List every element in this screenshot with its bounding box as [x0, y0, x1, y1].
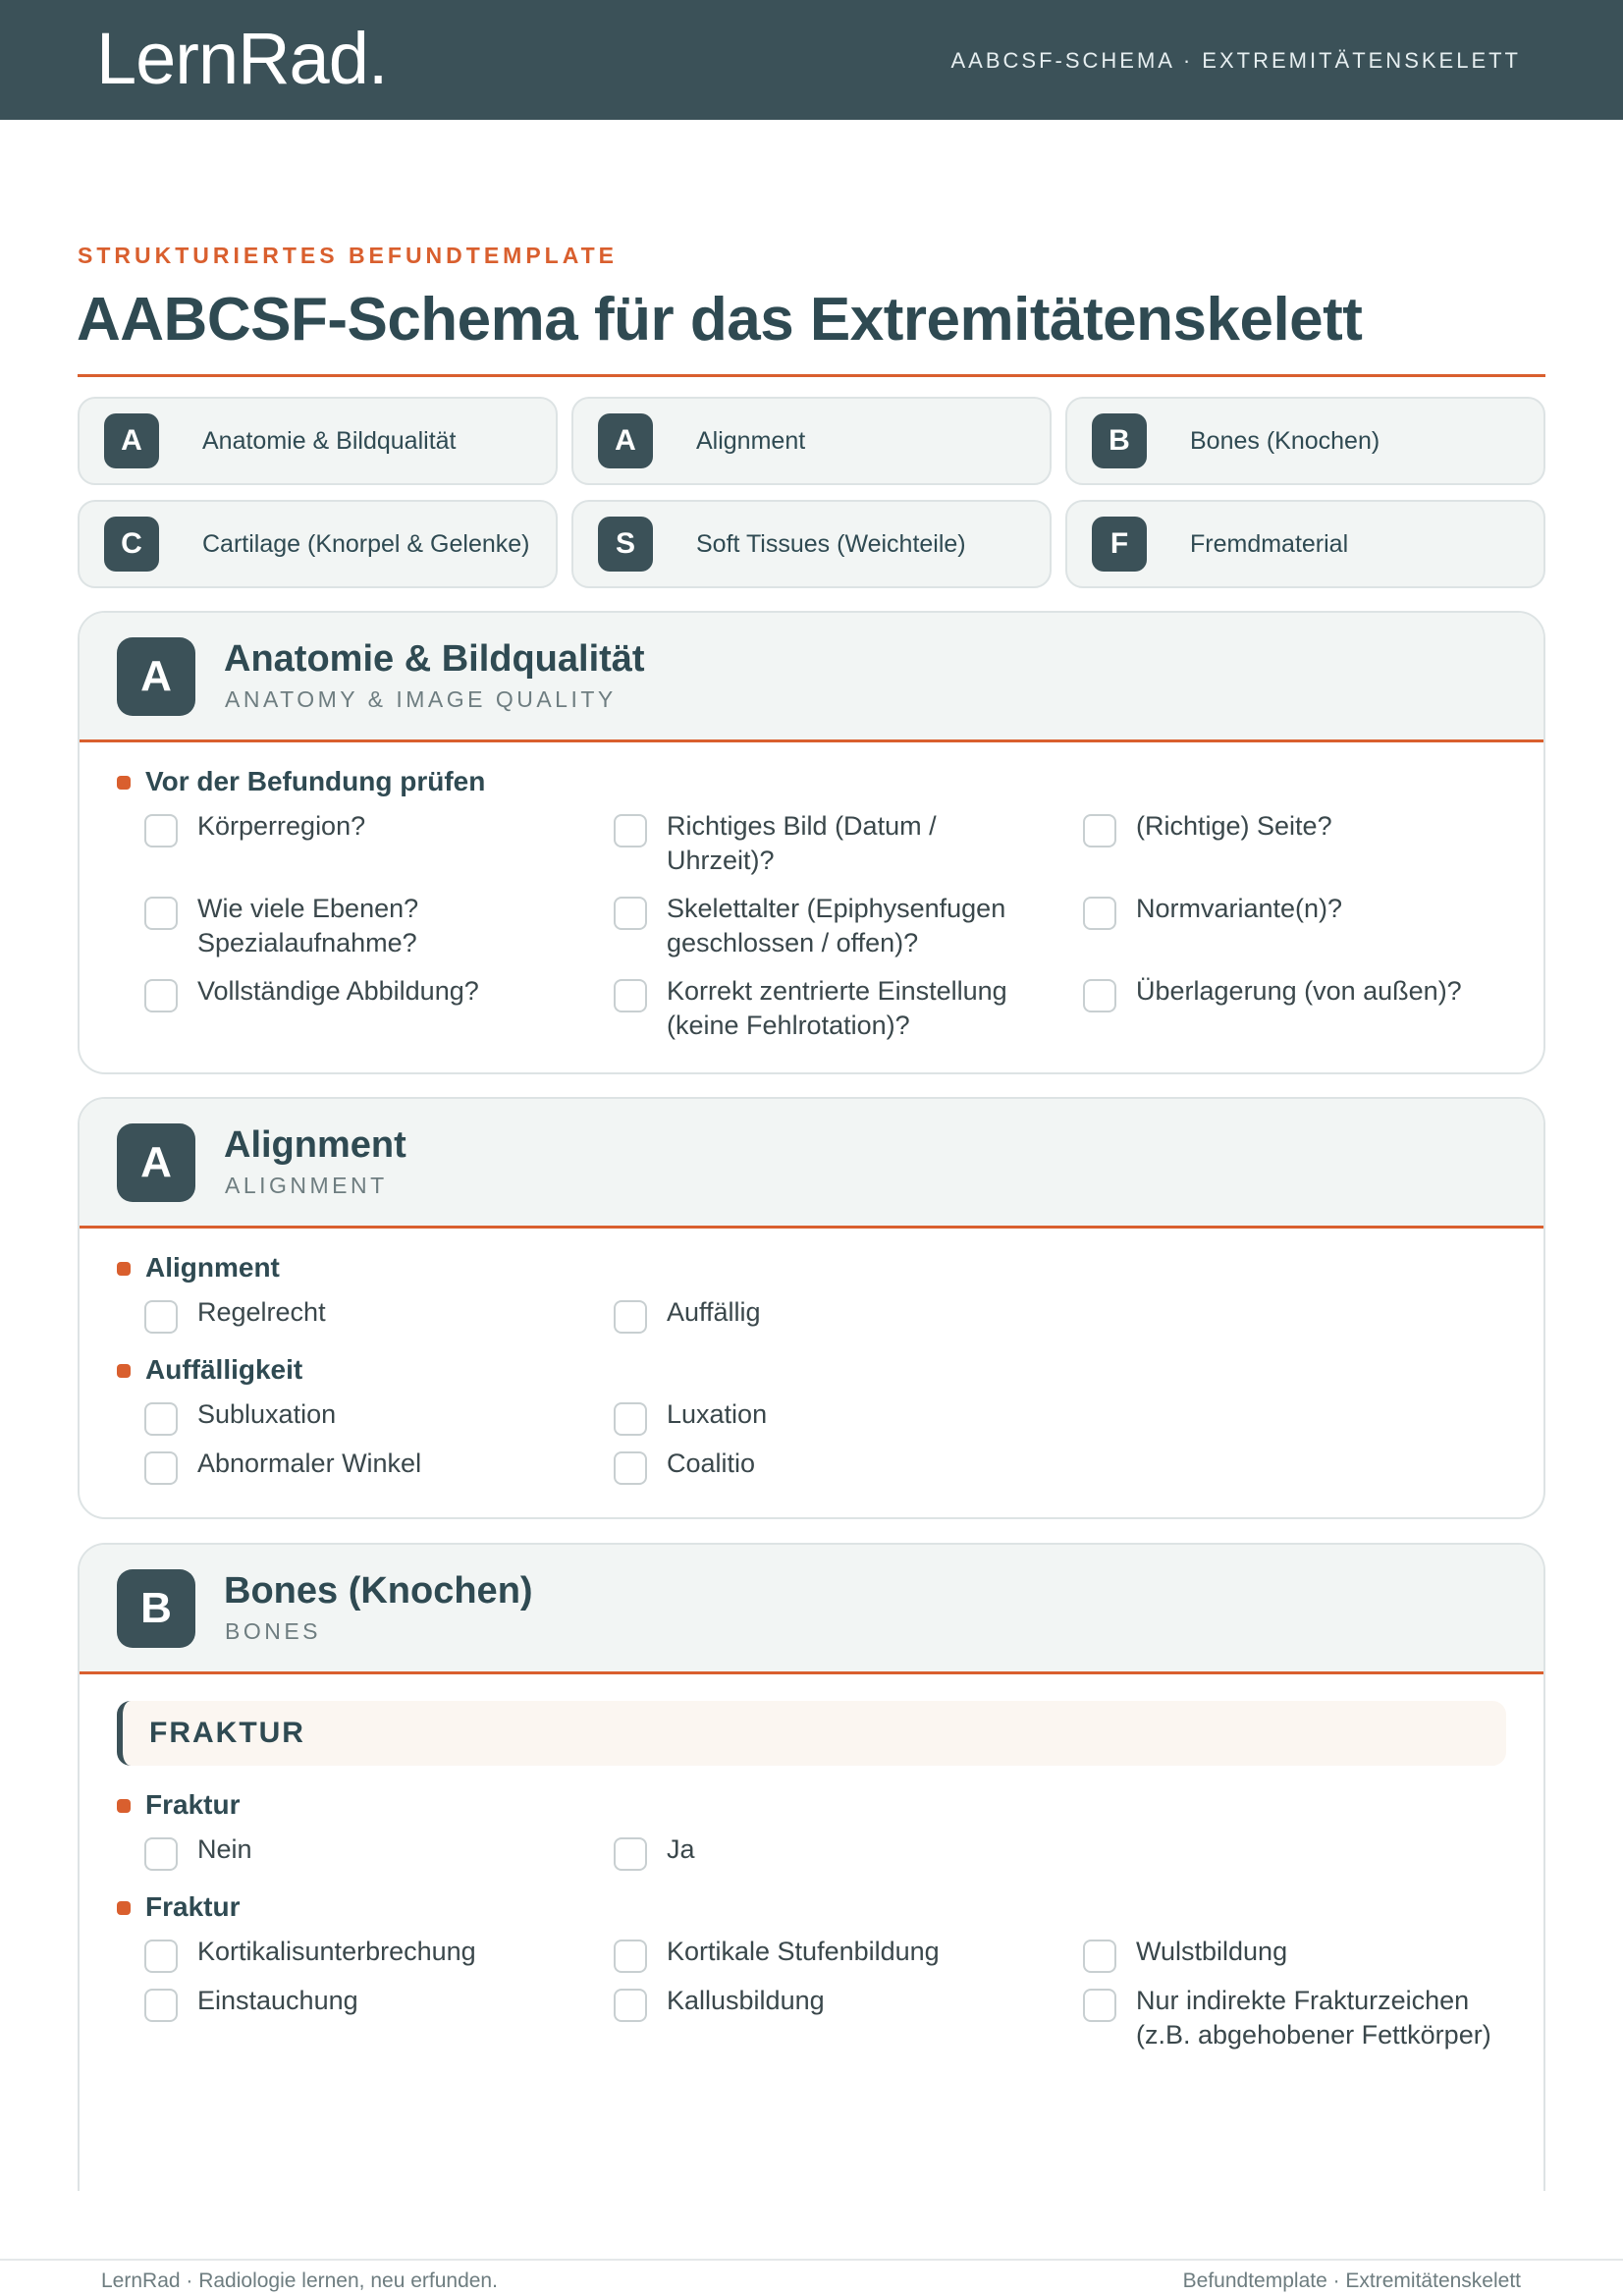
checkbox-option[interactable]: [614, 974, 1083, 1057]
section-card-bones: [78, 1543, 1545, 2191]
checkbox-label: Kallusbildung: [667, 1986, 825, 2015]
chip-badge: F: [1092, 517, 1147, 572]
page-title: AABCSF-Schema für das Extremitätenskelett: [77, 286, 1363, 354]
checkbox[interactable]: [144, 897, 178, 930]
checkbox-label: Auffällig: [667, 1297, 761, 1327]
section-navigation: [78, 397, 1545, 588]
checkbox-label: Nur indirekte Frakturzeichen (z.B. abgehobener Fettkörper): [1136, 1986, 1491, 2050]
checkbox-group: [144, 1935, 1543, 2062]
nav-chip-soft-tissues[interactable]: [571, 500, 1052, 588]
checkbox[interactable]: [614, 1837, 647, 1871]
section-badge: B: [117, 1569, 195, 1648]
group-label: Alignment: [145, 1250, 1543, 1285]
footer-tagline: LernRad · Radiologie lernen, neu erfunden.: [101, 2269, 498, 2292]
checkbox-option[interactable]: [1083, 892, 1545, 974]
checkbox[interactable]: [144, 814, 178, 847]
checkbox[interactable]: [1083, 897, 1116, 930]
section-title: Bones (Knochen): [224, 1570, 533, 1612]
checkbox[interactable]: [144, 1940, 178, 1973]
section-body: [80, 742, 1543, 1057]
section-badge: A: [117, 637, 195, 716]
checkbox[interactable]: [144, 1837, 178, 1871]
chip-label: Alignment: [696, 426, 806, 455]
section-card-anatomie: [78, 611, 1545, 1074]
checkbox-label: Vollständige Abbildung?: [197, 976, 479, 1006]
group-label: Vor der Befundung prüfen: [145, 764, 1543, 799]
checkbox-option[interactable]: [1083, 809, 1545, 892]
checkbox[interactable]: [144, 1300, 178, 1334]
checkbox-label: Subluxation: [197, 1399, 337, 1429]
top-bar: [0, 0, 1623, 120]
checkbox-option[interactable]: [614, 1832, 1083, 1882]
chip-label: Cartilage (Knorpel & Gelenke): [202, 529, 530, 558]
checkbox-label: (Richtige) Seite?: [1136, 811, 1332, 841]
checkbox-label: Wie viele Ebenen? Spezialaufnahme?: [197, 894, 419, 957]
checkbox[interactable]: [144, 979, 178, 1012]
eyebrow-label: STRUKTURIERTES BEFUNDTEMPLATE: [78, 243, 619, 268]
checkbox-option[interactable]: [144, 974, 614, 1057]
checkbox-label: Richtiges Bild (Datum / Uhrzeit)?: [667, 811, 937, 875]
section-title: Anatomie & Bildqualität: [224, 638, 645, 680]
checkbox-group: [144, 809, 1543, 1057]
section-header: [80, 1545, 1543, 1674]
checkbox[interactable]: [144, 1989, 178, 2022]
subsection-heading-text: FRAKTUR: [149, 1717, 305, 1749]
nav-chip-alignment[interactable]: [571, 397, 1052, 485]
section-subtitle: BONES: [225, 1618, 322, 1644]
checkbox[interactable]: [614, 897, 647, 930]
checkbox-group: [144, 1295, 1543, 1344]
chip-badge: B: [1092, 413, 1147, 468]
section-badge: A: [117, 1123, 195, 1202]
checkbox-label: Luxation: [667, 1399, 768, 1429]
checkbox-option[interactable]: [144, 1295, 614, 1344]
checkbox[interactable]: [144, 1451, 178, 1485]
checkbox-option[interactable]: [144, 1447, 614, 1496]
nav-chip-bones[interactable]: [1065, 397, 1545, 485]
section-subtitle: ALIGNMENT: [225, 1173, 388, 1198]
header-document-label: AABCSF-SCHEMA · EXTREMITÄTENSKELETT: [950, 48, 1521, 73]
checkbox-option[interactable]: [1083, 974, 1545, 1057]
checkbox-option[interactable]: [1083, 1984, 1545, 2062]
checkbox-option[interactable]: [614, 1935, 1083, 1984]
chip-badge: C: [104, 517, 159, 572]
checkbox[interactable]: [1083, 1989, 1116, 2022]
checkbox-option[interactable]: [614, 1447, 1083, 1496]
logo: LernRad.: [96, 18, 388, 99]
checkbox[interactable]: [614, 979, 647, 1012]
nav-chip-anatomie[interactable]: [78, 397, 558, 485]
section-body: [80, 1229, 1543, 1496]
checkbox-option[interactable]: [614, 1295, 1083, 1344]
chip-label: Bones (Knochen): [1190, 426, 1380, 455]
section-subtitle: ANATOMY & IMAGE QUALITY: [225, 686, 617, 712]
checkbox-option[interactable]: [614, 1397, 1083, 1447]
checkbox-option[interactable]: [614, 1984, 1083, 2062]
checkbox-group: [144, 1397, 1543, 1496]
checkbox-label: Regelrecht: [197, 1297, 326, 1327]
checkbox[interactable]: [614, 1989, 647, 2022]
checkbox[interactable]: [1083, 814, 1116, 847]
checkbox-label: Skelettalter (Epiphysenfugen geschlossen / offen)?: [667, 894, 1006, 957]
checkbox[interactable]: [614, 1402, 647, 1436]
checkbox-option[interactable]: [144, 1984, 614, 2062]
subsection-heading: [117, 1701, 1506, 1766]
checkbox[interactable]: [1083, 1940, 1116, 1973]
checkbox-option[interactable]: [144, 1832, 614, 1882]
checkbox-option[interactable]: [144, 892, 614, 974]
checkbox-label: Abnormaler Winkel: [197, 1449, 422, 1478]
nav-chip-cartilage[interactable]: [78, 500, 558, 588]
checkbox-option[interactable]: [144, 1935, 614, 1984]
checkbox-label: Wulstbildung: [1136, 1937, 1288, 1966]
checkbox-option[interactable]: [1083, 1935, 1545, 1984]
checkbox[interactable]: [144, 1402, 178, 1436]
checkbox-option[interactable]: [144, 809, 614, 892]
nav-chip-fremdmaterial[interactable]: [1065, 500, 1545, 588]
checkbox[interactable]: [1083, 979, 1116, 1012]
footer-document-label: Befundtemplate · Extremitätenskelett: [1182, 2269, 1521, 2292]
chip-badge: S: [598, 517, 653, 572]
section-title: Alignment: [224, 1124, 406, 1166]
checkbox[interactable]: [614, 1940, 647, 1973]
checkbox-group: [144, 1832, 1543, 1882]
group-label: Fraktur: [145, 1787, 1543, 1823]
checkbox-label: Überlagerung (von außen)?: [1136, 976, 1462, 1006]
checkbox-option[interactable]: [144, 1397, 614, 1447]
title-divider: [78, 374, 1545, 377]
checkbox-label: Kortikale Stufenbildung: [667, 1937, 940, 1966]
group-label: Auffälligkeit: [145, 1352, 1543, 1388]
checkbox-label: Korrekt zentrierte Einstellung (keine Fehlrotation)?: [667, 976, 1007, 1040]
checkbox-label: Kortikalisunterbrechung: [197, 1937, 476, 1966]
checkbox-label: Normvariante(n)?: [1136, 894, 1343, 923]
chip-label: Fremdmaterial: [1190, 529, 1349, 558]
chip-label: Anatomie & Bildqualität: [202, 426, 457, 455]
section-header: [80, 613, 1543, 742]
checkbox-label: Nein: [197, 1834, 252, 1864]
checkbox[interactable]: [614, 1451, 647, 1485]
checkbox-option[interactable]: [614, 809, 1083, 892]
section-body: [80, 1674, 1543, 2062]
checkbox-label: Körperregion?: [197, 811, 366, 841]
chip-badge: A: [104, 413, 159, 468]
checkbox-option[interactable]: [614, 892, 1083, 974]
checkbox-label: Einstauchung: [197, 1986, 358, 2015]
checkbox[interactable]: [614, 1300, 647, 1334]
chip-badge: A: [598, 413, 653, 468]
checkbox-label: Ja: [667, 1834, 695, 1864]
checkbox-label: Coalitio: [667, 1449, 756, 1478]
section-card-alignment: [78, 1097, 1545, 1519]
footer-divider: [0, 2259, 1623, 2261]
group-label: Fraktur: [145, 1889, 1543, 1925]
chip-label: Soft Tissues (Weichteile): [696, 529, 966, 558]
checkbox[interactable]: [614, 814, 647, 847]
section-header: [80, 1099, 1543, 1229]
